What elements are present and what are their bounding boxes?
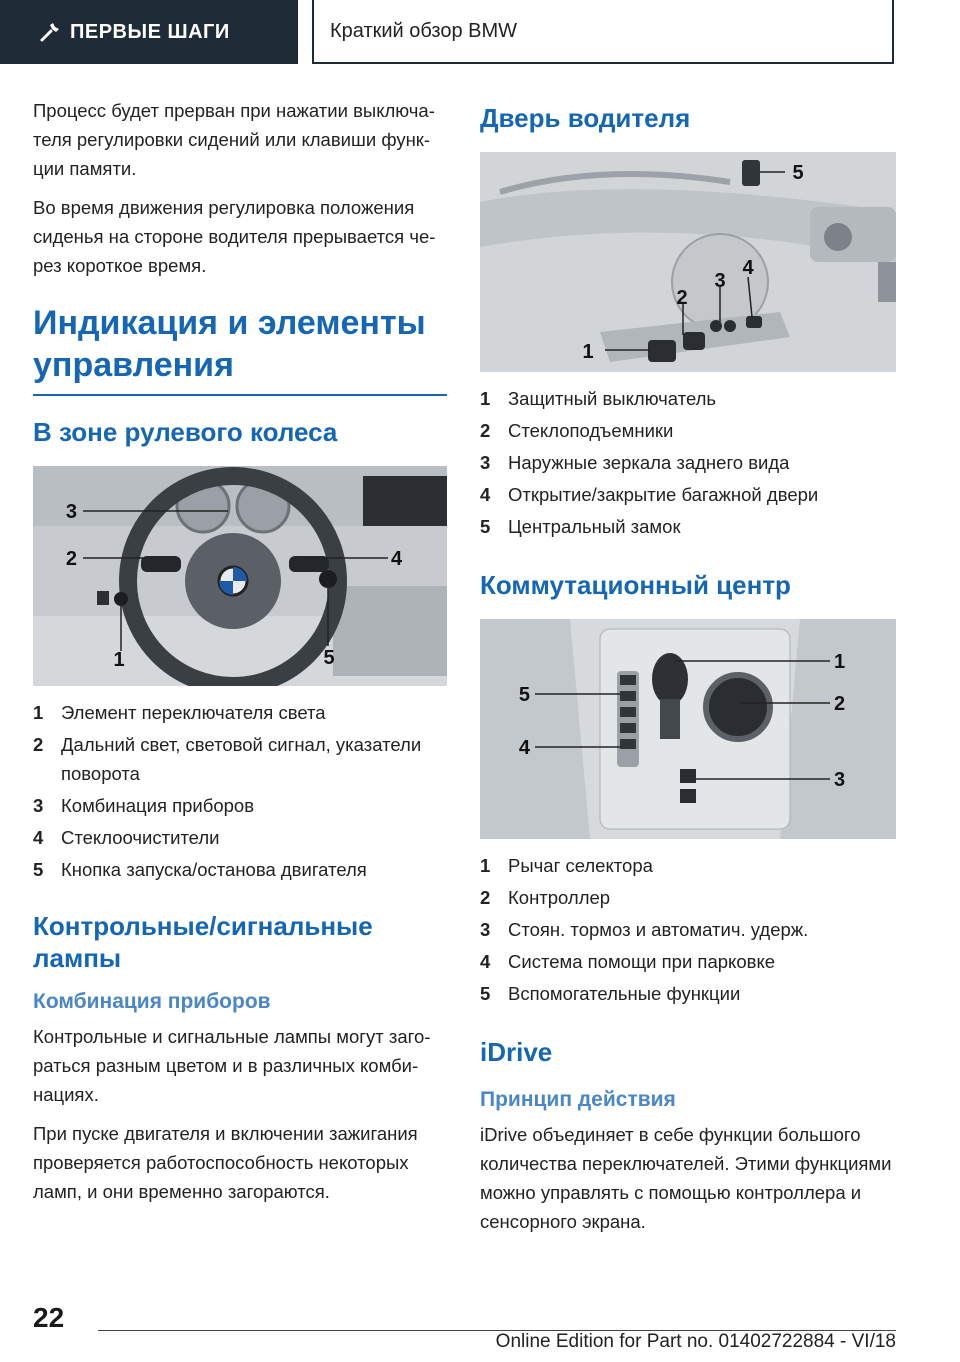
chapter-tab[interactable]	[312, 0, 894, 64]
svg-text:1: 1	[113, 649, 125, 671]
right-column	[480, 96, 896, 1246]
page-number: 22	[33, 1302, 65, 1333]
list-item: 2 Контроллер	[480, 887, 611, 908]
svg-text:1: 1	[582, 341, 594, 363]
intro-paragraph-2: Во время движения регулировка положения сиденья на стороне водителя прерывается через короткое время.	[33, 197, 436, 276]
section-tab[interactable]	[0, 0, 298, 64]
center-console-legend	[480, 851, 896, 1008]
intro-paragraph-1: Процесс будет прерван при нажатии выключателя регулировки сидений или клавиши функции памяти.	[33, 100, 435, 179]
list-item: 1 Защитный выключатель	[480, 388, 717, 409]
list-item: 2 Стеклоподъемники	[480, 420, 674, 441]
driver-door-heading: Дверь водителя	[480, 103, 691, 133]
svg-text:2: 2	[65, 548, 77, 570]
list-item: 1 Рычаг селектора	[480, 855, 653, 876]
svg-text:2: 2	[676, 287, 688, 309]
lamps-paragraph-2: При пуске двигателя и включении зажигания проверяется работоспособность некоторых ламп, и они временно загораются.	[33, 1123, 418, 1202]
chapter-tab-label: Краткий обзор BMW	[330, 19, 518, 42]
heading-rule	[33, 394, 447, 396]
svg-text:2: 2	[834, 693, 846, 715]
list-item: 4 Система помощи при парковке	[480, 951, 776, 972]
svg-text:4: 4	[518, 737, 530, 759]
center-console-heading: Коммутационный центр	[480, 570, 791, 600]
list-item: 5 Центральный замок	[480, 516, 681, 537]
driver-door-legend	[480, 384, 896, 541]
svg-text:4: 4	[742, 257, 754, 279]
steering-wheel-legend	[33, 698, 447, 884]
edition-footer: Online Edition for Part no. 01402722884 - VI/18	[495, 1331, 896, 1352]
svg-text:5: 5	[792, 162, 804, 184]
list-item: 3 Наружные зеркала заднего вида	[480, 452, 790, 473]
center-console-photo	[480, 619, 896, 839]
list-item: 3 Комбинация приборов	[33, 795, 255, 816]
instrument-cluster-subheading: Комбинация приборов	[33, 990, 271, 1013]
lamps-heading: Контрольные/сигнальные лампы	[33, 911, 373, 973]
section-tab-label: ПЕРВЫЕ ШАГИ	[70, 20, 230, 43]
svg-text:1: 1	[834, 651, 846, 673]
list-item: 1 Элемент переключателя света	[33, 702, 326, 723]
principle-subheading: Принцип действия	[480, 1088, 676, 1111]
list-item: 2 Дальний свет, световой сигнал, указатели поворота	[33, 734, 422, 784]
steering-wheel-heading: В зоне рулевого колеса	[33, 417, 338, 447]
list-item: 5 Кнопка запуска/останова двигателя	[33, 859, 367, 880]
svg-text:3: 3	[65, 501, 77, 523]
svg-text:5: 5	[518, 684, 530, 706]
list-item: 5 Вспомогательные функции	[480, 983, 741, 1004]
left-column	[33, 96, 447, 1216]
list-item: 4 Стеклоочистители	[33, 827, 220, 848]
lamps-paragraph-1: Контрольные и сигнальные лампы могут загораться разным цветом и в различных комбинациях.	[33, 1026, 431, 1105]
idrive-heading: iDrive	[480, 1037, 553, 1067]
driver-door-photo	[480, 152, 896, 372]
list-item: 4 Открытие/закрытие багажной двери	[480, 484, 819, 505]
svg-text:3: 3	[714, 270, 726, 292]
idrive-paragraph: iDrive объединяет в себе функции большого количества переключателей. Этими функциями можно управлять с помощью контроллера и сенсорного экрана.	[480, 1124, 892, 1232]
svg-text:4: 4	[391, 548, 403, 570]
list-item: 3 Стоян. тормоз и автоматич. удерж.	[480, 919, 809, 940]
section-heading: Индикация и элементы управления	[33, 304, 426, 384]
svg-text:5: 5	[323, 647, 335, 669]
svg-text:3: 3	[834, 769, 846, 791]
steering-wheel-photo	[33, 466, 447, 686]
